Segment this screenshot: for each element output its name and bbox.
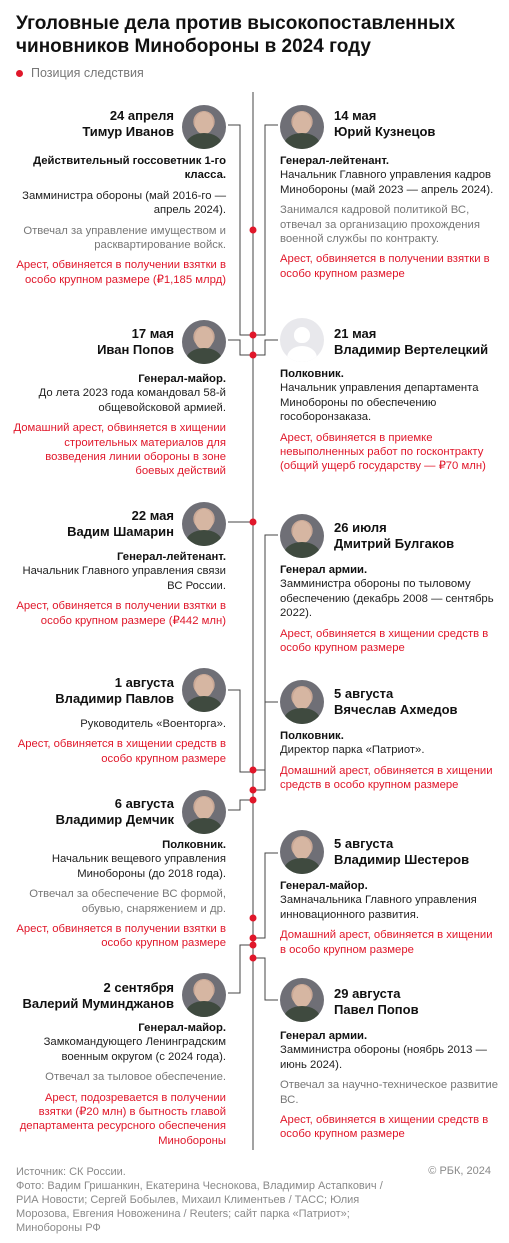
card-name: Владимир Вертелецкий bbox=[334, 342, 489, 357]
card-date: 2 сентября bbox=[103, 980, 174, 995]
avatar bbox=[182, 973, 226, 1017]
card-role: Начальник вещевого управления Минобороны (до 2018 года). bbox=[51, 853, 226, 880]
card-charge: Арест, обвиняется в получении взятки в особо крупном размере (₽1,185 млрд) bbox=[16, 259, 226, 286]
card-note: Отвечал за тыловое обеспечение. bbox=[45, 1071, 226, 1084]
card-role: Начальник управления департамента Минобороны по обеспечению гособоронзаказа. bbox=[280, 382, 479, 424]
card-charge: Арест, обвиняется в получении взятки в особо крупном размере bbox=[280, 253, 490, 280]
charge-dot bbox=[250, 767, 257, 774]
card-note: Занимался кадровой политикой ВС, отвечал за организацию прохождения военной службы по контракту. bbox=[280, 204, 480, 246]
card-charge: Арест, обвиняется в хищении средств в особо крупном размере bbox=[17, 738, 226, 765]
card-date: 22 мая bbox=[131, 508, 174, 523]
card-name: Иван Попов bbox=[97, 342, 174, 357]
card-role: Начальник Главного управления связи ВС России. bbox=[22, 565, 226, 592]
card-charge: Арест, обвиняется в хищении средств в особо крупном размере bbox=[280, 1114, 489, 1141]
charge-dot bbox=[250, 332, 257, 339]
card-ppopov-details bbox=[280, 1029, 500, 1142]
card-ipopov-details bbox=[12, 372, 226, 479]
card-role: Замкомандующего Ленинградским военным округом (с 2024 года). bbox=[43, 1036, 226, 1063]
footer-source: Источник: СК России. bbox=[16, 1166, 126, 1178]
card-date: 5 августа bbox=[334, 836, 394, 851]
card-charge: Арест, обвиняется в получении взятки в особо крупном размере bbox=[16, 923, 226, 950]
page-title: Уголовные дела против высокопоставленных чиновников Минобороны в 2024 году bbox=[16, 13, 456, 57]
card-vertelecky bbox=[334, 326, 504, 358]
avatar bbox=[182, 105, 226, 149]
legend-label: Позиция следствия bbox=[31, 66, 144, 80]
connector-vertelecky bbox=[253, 340, 278, 355]
card-name: Тимур Иванов bbox=[82, 124, 174, 139]
card-ivanov bbox=[12, 108, 174, 140]
connector-kuznetsov bbox=[253, 125, 278, 335]
card-name: Павел Попов bbox=[334, 1002, 419, 1017]
card-shesterov-details bbox=[280, 879, 500, 957]
card-role: Начальник Главного управления кадров Минобороны (май 2023 — апрель 2024). bbox=[280, 169, 494, 196]
card-charge: Арест, обвиняется в приемке невыполненных работ по госконтракту (общий ущерб государству — ₽70 млн) bbox=[280, 431, 486, 473]
avatar bbox=[280, 105, 324, 149]
card-rank: Генерал-лейтенант. bbox=[116, 551, 226, 563]
card-name: Вячеслав Ахмедов bbox=[334, 702, 458, 717]
connector-ivanov bbox=[228, 125, 253, 335]
card-name: Юрий Кузнецов bbox=[334, 124, 436, 139]
card-rank: Генерал армии. bbox=[280, 564, 368, 576]
avatar bbox=[280, 680, 324, 724]
card-charge: Домашний арест, обвиняется в хищении в особо крупном размере bbox=[280, 929, 493, 956]
card-rank: Генерал армии. bbox=[280, 1030, 368, 1042]
card-rank: Действительный госсоветник 1-го класса. bbox=[33, 155, 226, 182]
card-date: 6 августа bbox=[114, 796, 174, 811]
card-vertelecky-details bbox=[280, 367, 500, 474]
card-role: Замминистра обороны (май 2016-го — апрель 2024). bbox=[22, 189, 226, 217]
card-note: Отвечал за управление имуществом и расквартирование войск. bbox=[23, 224, 226, 252]
connector-muminzhanov bbox=[228, 945, 253, 993]
charge-dot bbox=[250, 915, 257, 922]
avatar bbox=[280, 830, 324, 874]
card-date: 26 июля bbox=[334, 520, 387, 535]
card-charge: Арест, подозревается в получении взятки (₽20 млн) в бытность главой департамента ресурсного обеспечения Минобороны bbox=[19, 1091, 226, 1147]
card-demchik-details bbox=[12, 838, 226, 951]
card-muminzhanov bbox=[12, 980, 174, 1012]
card-demchik bbox=[12, 796, 174, 828]
card-name: Вадим Шамарин bbox=[67, 524, 174, 539]
charge-dot bbox=[250, 935, 257, 942]
card-pavlov-details bbox=[12, 717, 226, 766]
connector-pavlov bbox=[228, 690, 253, 772]
card-role: Директор парка «Патриот». bbox=[280, 744, 425, 757]
card-name: Владимир Павлов bbox=[55, 691, 174, 706]
card-shesterov bbox=[334, 836, 499, 868]
copyright: © РБК, 2024 bbox=[428, 1165, 491, 1177]
card-name: Владимир Шестеров bbox=[334, 852, 470, 867]
card-role: Замначальника Главного управления инновационного развития. bbox=[280, 894, 477, 921]
avatar bbox=[280, 514, 324, 558]
card-muminzhanov-details bbox=[12, 1021, 226, 1148]
avatar-placeholder-icon bbox=[280, 318, 324, 362]
card-rank: Генерал-лейтенант. bbox=[280, 155, 390, 167]
card-charge: Арест, обвиняется в хищении средств в особо крупном размере bbox=[280, 627, 489, 655]
card-shamarin bbox=[12, 508, 174, 540]
card-pavlov bbox=[12, 675, 174, 707]
connector-ipopov bbox=[228, 340, 253, 355]
card-ppopov bbox=[334, 986, 499, 1018]
card-rank: Генерал-майор. bbox=[280, 880, 368, 892]
charge-dot bbox=[250, 797, 257, 804]
connector-demchik bbox=[228, 800, 253, 810]
card-role: Руководитель «Военторга». bbox=[80, 718, 226, 730]
charge-dot bbox=[250, 955, 257, 962]
card-date: 1 августа bbox=[114, 675, 174, 690]
card-charge: Домашний арест, обвиняется в хищении средств в особо крупном размере bbox=[280, 764, 493, 792]
card-date: 29 августа bbox=[334, 986, 401, 1001]
card-kuznetsov-details bbox=[280, 154, 500, 281]
card-name: Валерий Муминджанов bbox=[22, 996, 174, 1011]
card-rank: Полковник. bbox=[280, 368, 344, 380]
card-shamarin-details bbox=[12, 550, 226, 628]
charge-dot bbox=[250, 519, 257, 526]
card-ipopov bbox=[12, 326, 174, 358]
card-date: 17 мая bbox=[131, 326, 174, 341]
card-note: Отвечал за научно-техническое развитие ВС. bbox=[280, 1079, 499, 1106]
charge-dot bbox=[250, 787, 257, 794]
charge-dot bbox=[250, 942, 257, 949]
card-bulgakov bbox=[334, 520, 499, 552]
card-role: Замминистра обороны по тыловому обеспечению (декабрь 2008 — сентябрь 2022). bbox=[280, 578, 494, 620]
card-note: Отвечал за обеспечение ВС формой, обувью, снаряжением и др. bbox=[29, 888, 226, 915]
avatar bbox=[182, 790, 226, 834]
avatar bbox=[182, 320, 226, 364]
card-role: Замминистра обороны (ноябрь 2013 — июнь 2024). bbox=[280, 1044, 487, 1071]
card-bulgakov-details bbox=[280, 563, 500, 655]
avatar bbox=[182, 502, 226, 546]
card-akhmedov-details bbox=[280, 729, 500, 793]
connector-shesterov bbox=[253, 853, 278, 938]
charge-dot bbox=[250, 227, 257, 234]
card-date: 24 апреля bbox=[109, 108, 174, 123]
card-date: 21 мая bbox=[334, 326, 377, 341]
avatar bbox=[182, 668, 226, 712]
footer-photo-credits: Фото: Вадим Гришанкин, Екатерина Чеснокова, Владимир Астапкович / РИА Новости; Сергей Бобылев, Михаил Климентьев / ТАСС; Юлия Морозова, Евгения Новоженина / Reuters; сайт парка «Патриот»; Минобороны РФ bbox=[16, 1180, 383, 1234]
card-akhmedov bbox=[334, 686, 499, 718]
card-kuznetsov bbox=[334, 108, 499, 140]
connector-akhmedov bbox=[253, 702, 278, 790]
card-name: Владимир Демчик bbox=[55, 812, 174, 827]
card-rank: Генерал-майор. bbox=[138, 373, 226, 385]
charge-dot bbox=[250, 352, 257, 359]
card-ivanov-details bbox=[12, 154, 226, 287]
avatar bbox=[280, 978, 324, 1022]
card-date: 14 мая bbox=[334, 108, 377, 123]
card-name: Дмитрий Булгаков bbox=[334, 536, 455, 551]
card-charge: Арест, обвиняется в получении взятки в особо крупном размере (₽442 млн) bbox=[16, 600, 226, 627]
card-rank: Полковник. bbox=[162, 839, 226, 851]
connector-ppopov bbox=[253, 958, 278, 1000]
card-rank: Генерал-майор. bbox=[138, 1022, 226, 1034]
card-charge: Домашний арест, обвиняется в хищении строительных материалов для возведения линии обороны в зоне боевых действий bbox=[13, 422, 226, 478]
card-rank: Полковник. bbox=[280, 730, 344, 742]
footer-credits bbox=[16, 1165, 396, 1235]
card-role: До лета 2023 года командовал 58-й общевойсковой армией. bbox=[38, 387, 226, 414]
card-date: 5 августа bbox=[334, 686, 394, 701]
